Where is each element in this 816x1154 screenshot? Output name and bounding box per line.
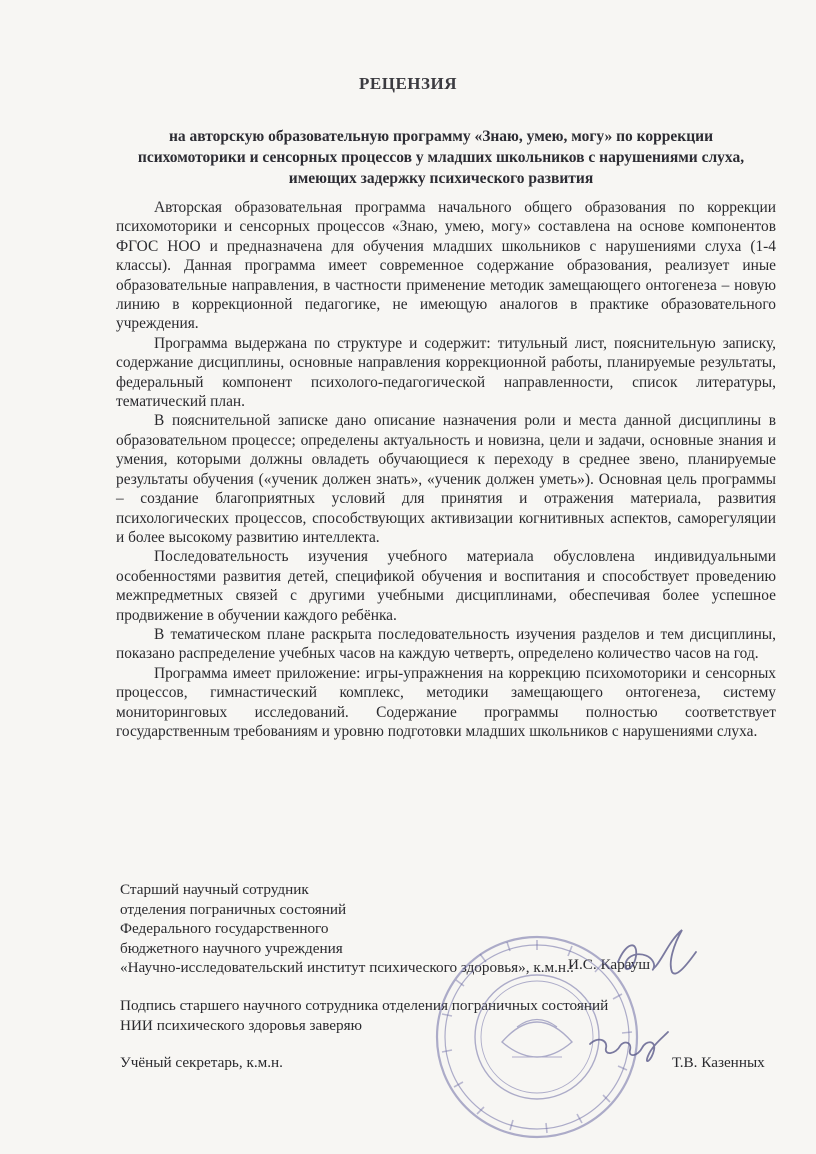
confirmation-line-1: Подпись старшего научного сотрудника отделения пограничных состояний [120,997,609,1014]
signatory-line-5: «Научно-исследовательский институт психического здоровья», к.м.н.: [120,959,575,976]
handwritten-signature-icon [612,922,700,986]
signatory-line-1: Старший научный сотрудник [120,881,309,898]
paragraph-5: В тематическом плане раскрыта последовательность изучения разделов и тем дисциплины, показано распределение учебных часов на каждую четверть, определено количество часов на год. [116,625,776,663]
document-subtitle: на авторскую образовательную программу «Знаю, умею, могу» по коррекции психомоторики и сенсорных процессов у младших школьников с нарушениями слуха, имеющих задержку психического развития [137,128,745,187]
signatory-line-2: отделения пограничных состояний [120,900,347,918]
confirmation-line-2: НИИ психического здоровья заверяю [120,1016,362,1034]
signatory-line-3: Федерального государственного [120,920,329,937]
signatory-name: И.С. Карауш [568,956,651,973]
document-body [116,198,776,741]
paragraph-3: В пояснительной записке дано описание назначения роли и места данной дисциплины в образовательном процессе; определены актуальность и новизна, цели и задачи, основные знания и умения, которыми должны овладеть обучающиеся к переходу в среднее звено, планируемые результаты обучения («ученик должен знать», «ученик должен уметь»). Основная цель программы – создание благоприятных условий для принятия и отражения материала, развития психологических процессов, способствующих активизации когнитивных аспектов, саморегуляции и более высокому развитию интеллекта. [116,412,776,546]
document-title: РЕЦЕНЗИЯ [359,74,457,93]
paragraph-2: Программа выдержана по структуре и содержит: титульный лист, пояснительную записку, содержание дисциплины, основные направления коррекционной работы, планируемые результаты, федеральный компонент психолого-педагогической направленности, список литературы, тематический план. [116,334,776,411]
paragraph-6: Программа имеет приложение: игры-упражнения на коррекцию психомоторики и сенсорных процессов, гимнастический комплекс, методики замещающего онтогенеза, систему мониторинговых исследований. Содержание программы полностью соответствует государственным требованиям и уровню подготовки младших школьников с нарушениями слуха. [116,664,776,740]
paragraph-1: Авторская образовательная программа начального общего образования по коррекции психомоторики и сенсорных процессов «Знаю, умею, могу» составлена на основе компонентов ФГОС НОО и предназначена для обучения младших школьников с нарушениями слуха (1-4 классы). Данная программа имеет современное содержание образования, реализует иные образовательные направления, в частности применение методик замещающего онтогенеза – новую линию в коррекционной педагогике, не имеющую аналогов в практике образовательного учреждения. [116,199,776,333]
paragraph-4: Последовательность изучения учебного материала обусловлена индивидуальными особенностями развития детей, спецификой обучения и воспитания и способствует проведению межпредметных связей с другими учебными дисциплинами, обеспечивая более успешное продвижение в обучении каждого ребёнка. [116,548,776,624]
signatory-line-4: бюджетного научного учреждения [120,939,343,957]
secretary-name: Т.В. Казенных [672,1054,765,1071]
secretary-title: Учёный секретарь, к.м.н. [120,1054,283,1071]
handwritten-signature-icon [586,1026,672,1072]
